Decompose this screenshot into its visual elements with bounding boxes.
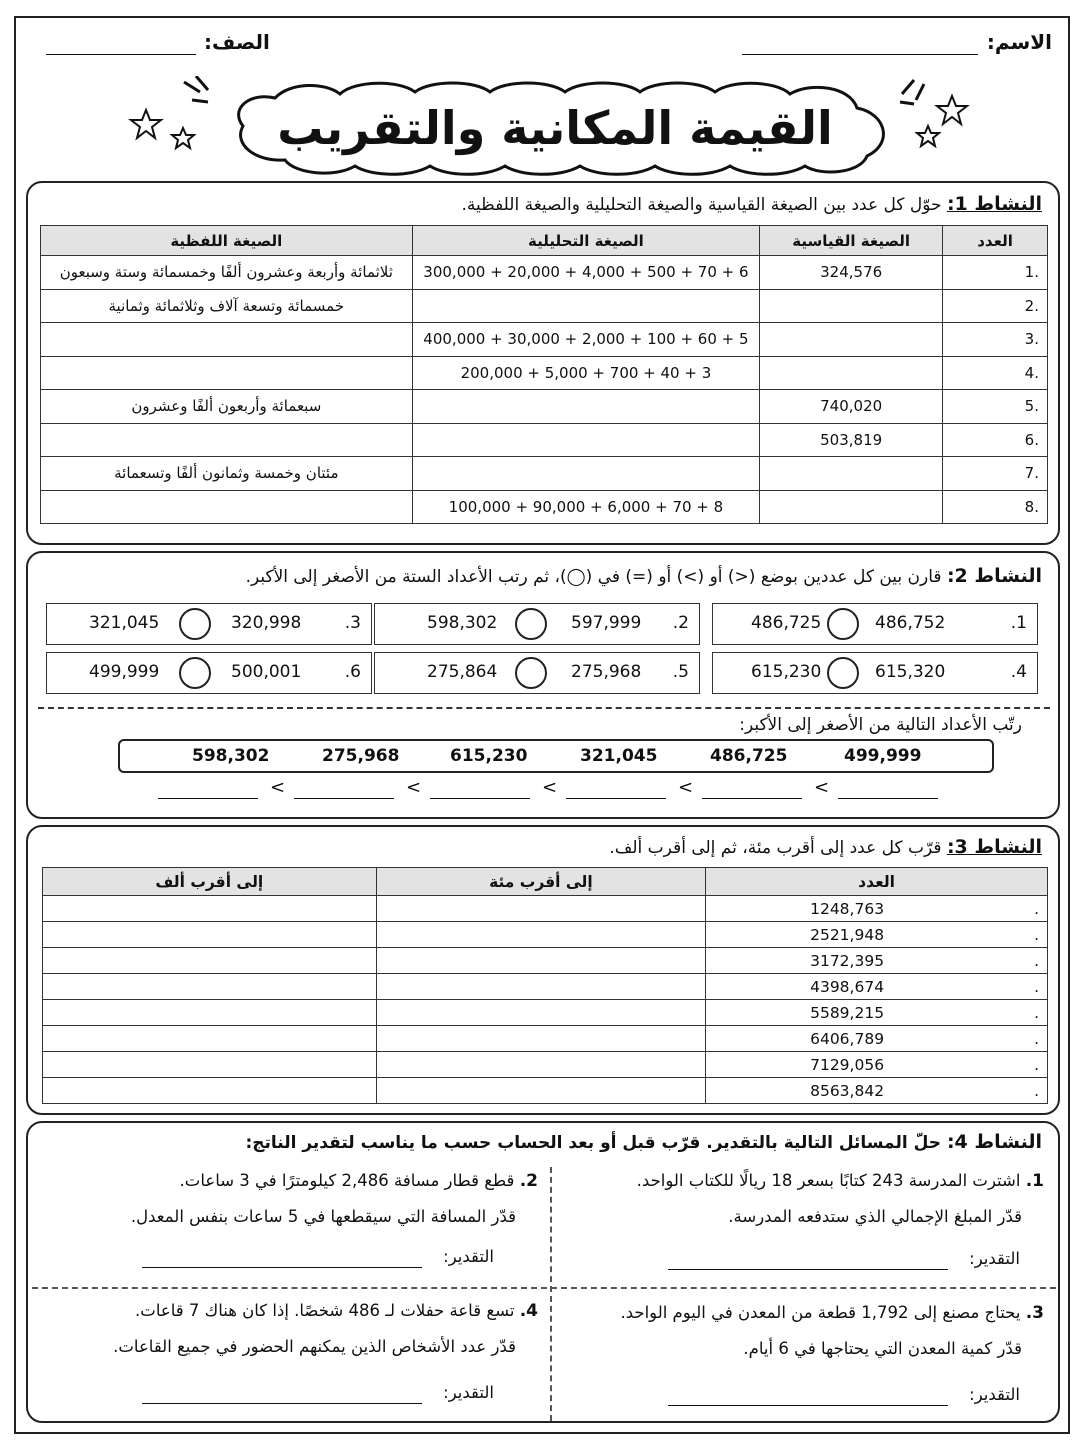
word-cell[interactable]: سبعمائة وأربعون ألفًا وعشرون [41, 390, 413, 424]
order-number: 598,302 [192, 746, 270, 766]
stars-left-icon [120, 76, 230, 156]
problem-question: قدّر عدد الأشخاص الذين يمكنهم الحضور في جميع القاعات. [113, 1337, 516, 1356]
expanded-cell[interactable]: 100,000 + 90,000 + 6,000 + 70 + 8 [412, 490, 760, 524]
comparison-number: .3 [344, 613, 361, 633]
page-title: القيمة المكانية والتقريب [277, 101, 833, 155]
table-row [43, 1078, 1048, 1104]
standard-cell[interactable]: 503,819 [760, 423, 943, 457]
standard-cell[interactable]: 324,576 [760, 256, 943, 290]
activity-4-heading [245, 1131, 1042, 1153]
number-cell [706, 1078, 1048, 1104]
number-cell [706, 1026, 1048, 1052]
table-row [41, 323, 1048, 357]
word-cell[interactable]: ثلاثمائة وأربعة وعشرون ألفًا وخمسمائة وستة وسبعون [41, 256, 413, 290]
expanded-cell[interactable]: 200,000 + 5,000 + 700 + 40 + 3 [412, 356, 760, 390]
order-blank[interactable] [702, 798, 802, 799]
activity-4-label: النشاط 4: [946, 1131, 1042, 1153]
problem-number: 1. [1025, 1171, 1044, 1191]
row-value: 129,056 [819, 1055, 885, 1074]
problem-3 [564, 1295, 1044, 1367]
order-blank[interactable] [838, 798, 938, 799]
row-number: .7 [810, 1055, 1039, 1074]
number-cell [706, 948, 1048, 974]
table-row [41, 457, 1048, 491]
comparison-item [712, 652, 1038, 694]
row-number: .6 [810, 1029, 1039, 1048]
word-cell[interactable] [41, 490, 413, 524]
table-row [43, 974, 1048, 1000]
dashed-divider [38, 707, 1050, 709]
problem-2 [58, 1163, 538, 1235]
row-number: .7 [943, 457, 1048, 491]
comparison-left-value: 275,968 [571, 662, 642, 682]
estimate-field[interactable] [142, 1403, 422, 1404]
row-number: .6 [943, 423, 1048, 457]
comparison-left-value: 320,998 [231, 613, 302, 633]
comparison-circle[interactable] [515, 657, 547, 689]
number-cell [706, 1052, 1048, 1078]
comparison-number: .1 [1010, 613, 1027, 633]
problem-text: تسع قاعة حفلات لـ 486 شخصًا. إذا كان هناك 7 قاعات. [135, 1301, 515, 1320]
row-value: 398,674 [819, 977, 885, 996]
standard-cell[interactable] [760, 323, 943, 357]
row-number: .3 [810, 951, 1039, 970]
row-number: .1 [810, 899, 1039, 918]
order-number: 499,999 [844, 746, 922, 766]
thousand-cell[interactable] [43, 922, 377, 948]
comparison-circle[interactable] [179, 657, 211, 689]
row-number: .4 [810, 977, 1039, 996]
estimate-field[interactable] [668, 1269, 948, 1270]
row-number: .8 [943, 490, 1048, 524]
comparison-right-value: 499,999 [89, 662, 160, 682]
activity-2-section [26, 551, 1060, 819]
row-number: .1 [943, 256, 1048, 290]
table-row [41, 256, 1048, 290]
word-cell[interactable] [41, 423, 413, 457]
number-cell [706, 922, 1048, 948]
title-cloud [215, 78, 895, 178]
comparison-circle[interactable] [515, 608, 547, 640]
problem-text: قطع قطار مسافة 2,486 كيلومترًا في 3 ساعات. [179, 1171, 515, 1190]
row-number: .5 [943, 390, 1048, 424]
thousand-cell[interactable] [43, 948, 377, 974]
expanded-cell[interactable] [412, 289, 760, 323]
col-thousand: إلى أقرب ألف [43, 868, 377, 896]
comparison-item [712, 603, 1038, 645]
activity-2-instruction: قارن بين كل عددين بوضع (<) أو (>) أو (=) في (◯)، ثم رتب الأعداد الستة من الأصغر إلى الأكبر. [245, 567, 942, 587]
table-row [43, 948, 1048, 974]
less-than-sign: < [406, 777, 422, 798]
class-label: الصف: [204, 30, 270, 54]
table-row [43, 1052, 1048, 1078]
comparison-number: .5 [672, 662, 689, 682]
col-number: العدد [706, 868, 1048, 896]
word-cell[interactable]: مئتان وخمسة وثمانون ألفًا وتسعمائة [41, 457, 413, 491]
hundred-cell[interactable] [376, 1078, 706, 1104]
activity-4-section [26, 1121, 1060, 1423]
hundred-cell[interactable] [376, 896, 706, 922]
row-value: 563,842 [819, 1081, 885, 1100]
comparison-left-value: 486,752 [875, 613, 946, 633]
row-number: .2 [943, 289, 1048, 323]
problem-number: 4. [519, 1301, 538, 1321]
less-than-sign: < [542, 777, 558, 798]
expanded-cell[interactable] [412, 390, 760, 424]
order-instruction: رتّب الأعداد التالية من الأصغر إلى الأكبر: [739, 715, 1022, 735]
table-row [43, 896, 1048, 922]
standard-cell[interactable]: 740,020 [760, 390, 943, 424]
comparison-item [374, 652, 700, 694]
problem-text: يحتاج مصنع إلى 1,792 قطعة من المعدن في اليوم الواحد. [620, 1303, 1021, 1322]
vertical-divider [550, 1167, 552, 1421]
problem-number: 2. [519, 1171, 538, 1191]
hundred-cell[interactable] [376, 922, 706, 948]
order-number: 321,045 [580, 746, 658, 766]
row-number: .2 [810, 925, 1039, 944]
less-than-sign: < [678, 777, 694, 798]
hundred-cell[interactable] [376, 1052, 706, 1078]
problem-question: قدّر كمية المعدن التي يحتاجها في 6 أيام. [743, 1339, 1022, 1358]
activity-4-instruction: حلّ المسائل التالية بالتقدير. قرّب قبل أو بعد الحساب حسب ما يناسب لتقدير الناتج: [245, 1133, 942, 1153]
row-value: 521,948 [819, 925, 885, 944]
word-cell[interactable]: خمسمائة وتسعة آلاف وثلاثمائة وثمانية [41, 289, 413, 323]
row-value: 248,763 [819, 899, 885, 918]
estimate-label: التقدير: [969, 1249, 1020, 1268]
row-number: .5 [810, 1003, 1039, 1022]
table-row [43, 1000, 1048, 1026]
col-expanded: الصيغة التحليلية [412, 226, 760, 256]
comparison-left-value: 500,001 [231, 662, 302, 682]
comparison-right-value: 486,725 [751, 613, 822, 633]
expanded-cell[interactable] [412, 423, 760, 457]
number-cell [706, 1000, 1048, 1026]
activity-1-instruction: حوّل كل عدد بين الصيغة القياسية والصيغة التحليلية والصيغة اللفظية. [461, 195, 942, 215]
problem-text: اشترت المدرسة 243 كتابًا بسعر 18 ريالًا للكتاب الواحد. [636, 1171, 1021, 1190]
comparison-number: .2 [672, 613, 689, 633]
less-than-sign: < [814, 777, 830, 798]
activity-3-label: النشاط 3: [946, 836, 1042, 858]
table-row [41, 356, 1048, 390]
hundred-cell[interactable] [376, 948, 706, 974]
hundred-cell[interactable] [376, 974, 706, 1000]
row-value: 589,215 [819, 1003, 885, 1022]
thousand-cell[interactable] [43, 1052, 377, 1078]
activity-3-instruction: قرّب كل عدد إلى أقرب مئة، ثم إلى أقرب ألف. [609, 838, 942, 858]
activity-2-label: النشاط 2: [946, 565, 1042, 587]
comparison-circle[interactable] [827, 657, 859, 689]
estimate-field[interactable] [142, 1267, 422, 1268]
order-number: 486,725 [710, 746, 788, 766]
activity-2-heading [246, 565, 1042, 587]
estimate-label: التقدير: [969, 1385, 1020, 1404]
problem-question: قدّر المسافة التي سيقطعها في 5 ساعات بنفس المعدل. [130, 1207, 516, 1226]
activity-1-heading [461, 193, 1042, 215]
number-cell [706, 896, 1048, 922]
order-number: 275,968 [322, 746, 400, 766]
thousand-cell[interactable] [43, 1026, 377, 1052]
row-value: 406,789 [819, 1029, 885, 1048]
order-numbers-box [118, 739, 994, 773]
name-label: الاسم: [986, 30, 1052, 54]
standard-cell[interactable] [760, 490, 943, 524]
activity-1-section [26, 181, 1060, 545]
col-hundred: إلى أقرب مئة [376, 868, 706, 896]
activity-3-section [26, 825, 1060, 1115]
col-word: الصيغة اللفظية [41, 226, 413, 256]
comparison-right-value: 321,045 [89, 613, 160, 633]
stars-right-icon [890, 76, 980, 156]
standard-cell[interactable] [760, 289, 943, 323]
problem-number: 3. [1025, 1303, 1044, 1323]
comparison-left-value: 597,999 [571, 613, 642, 633]
standard-cell[interactable] [760, 356, 943, 390]
problem-1 [574, 1163, 1044, 1235]
comparison-circle[interactable] [179, 608, 211, 640]
order-blank[interactable] [566, 798, 666, 799]
standard-cell[interactable] [760, 457, 943, 491]
word-cell[interactable] [41, 356, 413, 390]
estimate-label: التقدير: [443, 1247, 494, 1266]
name-field[interactable] [742, 54, 978, 55]
row-number: .3 [943, 323, 1048, 357]
order-blank[interactable] [158, 798, 258, 799]
comparison-number: .4 [1010, 662, 1027, 682]
comparison-right-value: 275,864 [427, 662, 498, 682]
problem-question: قدّر المبلغ الإجمالي الذي ستدفعه المدرسة. [728, 1207, 1022, 1226]
comparison-item [46, 603, 372, 645]
table-row [41, 289, 1048, 323]
row-number: .4 [943, 356, 1048, 390]
class-field[interactable] [46, 54, 196, 55]
expanded-cell[interactable] [412, 457, 760, 491]
table-row [43, 1026, 1048, 1052]
activity-3-table [42, 867, 1048, 1104]
row-number: .8 [810, 1081, 1039, 1100]
thousand-cell[interactable] [43, 1078, 377, 1104]
comparison-right-value: 598,302 [427, 613, 498, 633]
estimate-field[interactable] [668, 1405, 948, 1406]
table-row [41, 423, 1048, 457]
comparison-right-value: 615,230 [751, 662, 822, 682]
thousand-cell[interactable] [43, 896, 377, 922]
horizontal-divider [32, 1287, 1056, 1289]
table-row [43, 922, 1048, 948]
order-blank[interactable] [430, 798, 530, 799]
order-number: 615,230 [450, 746, 528, 766]
thousand-cell[interactable] [43, 1000, 377, 1026]
comparison-left-value: 615,320 [875, 662, 946, 682]
comparison-circle[interactable] [827, 608, 859, 640]
number-cell [706, 974, 1048, 1000]
activity-3-heading [609, 836, 1042, 858]
thousand-cell[interactable] [43, 974, 377, 1000]
less-than-sign: < [270, 777, 286, 798]
comparison-number: .6 [344, 662, 361, 682]
order-blank[interactable] [294, 798, 394, 799]
comparison-item [374, 603, 700, 645]
col-number: العدد [943, 226, 1048, 256]
hundred-cell[interactable] [376, 1026, 706, 1052]
estimate-label: التقدير: [443, 1383, 494, 1402]
problem-4 [58, 1293, 538, 1365]
row-value: 172,395 [819, 951, 885, 970]
table-row [41, 490, 1048, 524]
comparison-item [46, 652, 372, 694]
word-cell[interactable] [41, 323, 413, 357]
table-row [41, 390, 1048, 424]
col-standard: الصيغة القياسية [760, 226, 943, 256]
expanded-cell[interactable]: 300,000 + 20,000 + 4,000 + 500 + 70 + 6 [412, 256, 760, 290]
hundred-cell[interactable] [376, 1000, 706, 1026]
activity-1-label: النشاط 1: [946, 193, 1042, 215]
expanded-cell[interactable]: 400,000 + 30,000 + 2,000 + 100 + 60 + 5 [412, 323, 760, 357]
activity-1-table [40, 225, 1048, 524]
